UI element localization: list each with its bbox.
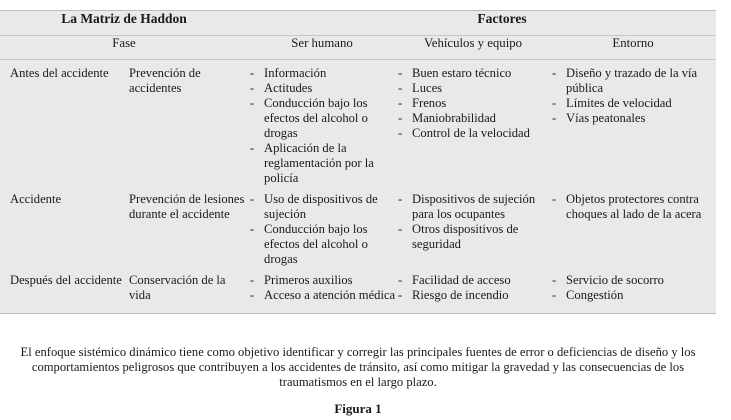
list-item: - Otros dispositivos de seguridad bbox=[396, 222, 550, 252]
list-item: - Servicio de socorro bbox=[550, 273, 716, 288]
factors-header: Factores bbox=[477, 11, 527, 26]
matrix-grid bbox=[0, 11, 716, 313]
phase-cell: Antes del accidente bbox=[10, 66, 109, 80]
list-item: - Control de la velocidad bbox=[396, 126, 550, 141]
list-item: - Límites de velocidad bbox=[550, 96, 716, 111]
phase-cell: Accidente bbox=[10, 192, 62, 206]
column-header-ser-humano: Ser humano bbox=[248, 36, 396, 60]
list-item: - Acceso a atención médica bbox=[248, 288, 396, 303]
title-row bbox=[0, 11, 716, 36]
list-item: - Conducción bajo los efectos del alcohol o drogas bbox=[248, 96, 396, 141]
list-item: - Maniobrabilidad bbox=[396, 111, 550, 126]
column-header-entorno: Entorno bbox=[550, 36, 716, 60]
list-item: - Primeros auxilios bbox=[248, 273, 396, 288]
list-item: - Información bbox=[248, 66, 396, 81]
list-item: - Dispositivos de sujeción para los ocupantes bbox=[396, 192, 550, 222]
list-item: - Aplicación de la reglamentación por la policía bbox=[248, 141, 396, 186]
subphase-cell: Conservación de la vida bbox=[129, 273, 226, 302]
column-header-fase: Fase bbox=[0, 36, 248, 60]
table-row bbox=[0, 60, 716, 187]
figure-caption: El enfoque sistémico dinámico tiene como objetivo identificar y corregir las principales fuentes de error o deficiencias de diseño y los comportamientos peligrosos que contribuyen a los accidentes de tránsito, así como mitigar la gravedad y las consecuencias de los traumatismos en el largo plazo. bbox=[20, 345, 696, 389]
table-row bbox=[0, 267, 716, 313]
list-item: - Diseño y trazado de la vía pública bbox=[550, 66, 716, 96]
table-row bbox=[0, 186, 716, 267]
list-item: - Buen estaro técnico bbox=[396, 66, 550, 81]
list-item: - Actitudes bbox=[248, 81, 396, 96]
list-item: - Luces bbox=[396, 81, 550, 96]
list-item: - Congestión bbox=[550, 288, 716, 303]
column-header-row bbox=[0, 36, 716, 60]
list-item: - Frenos bbox=[396, 96, 550, 111]
list-item: - Conducción bajo los efectos del alcohol o drogas bbox=[248, 222, 396, 267]
list-item: - Vías peatonales bbox=[550, 111, 716, 126]
human-factors-cell bbox=[248, 60, 396, 187]
vehicle-factors-cell bbox=[396, 267, 550, 313]
environment-factors-cell bbox=[550, 267, 716, 313]
subphase-cell: Prevención de accidentes bbox=[129, 66, 201, 95]
list-item: - Facilidad de acceso bbox=[396, 273, 550, 288]
environment-factors-cell bbox=[550, 60, 716, 187]
table-title: La Matriz de Haddon bbox=[61, 11, 187, 26]
vehicle-factors-cell bbox=[396, 186, 550, 267]
environment-factors-cell bbox=[550, 186, 716, 267]
figure-label: Figura 1 bbox=[334, 401, 382, 416]
column-header-vehiculos: Vehículos y equipo bbox=[396, 36, 550, 60]
list-item: - Objetos protectores contra choques al lado de la acera bbox=[550, 192, 716, 222]
vehicle-factors-cell bbox=[396, 60, 550, 187]
list-item: - Uso de dispositivos de sujeción bbox=[248, 192, 396, 222]
haddon-matrix-table bbox=[0, 10, 716, 314]
human-factors-cell bbox=[248, 186, 396, 267]
human-factors-cell bbox=[248, 267, 396, 313]
list-item: - Riesgo de incendio bbox=[396, 288, 550, 303]
phase-cell: Después del accidente bbox=[10, 273, 122, 287]
subphase-cell: Prevención de lesiones durante el accidente bbox=[129, 192, 245, 221]
